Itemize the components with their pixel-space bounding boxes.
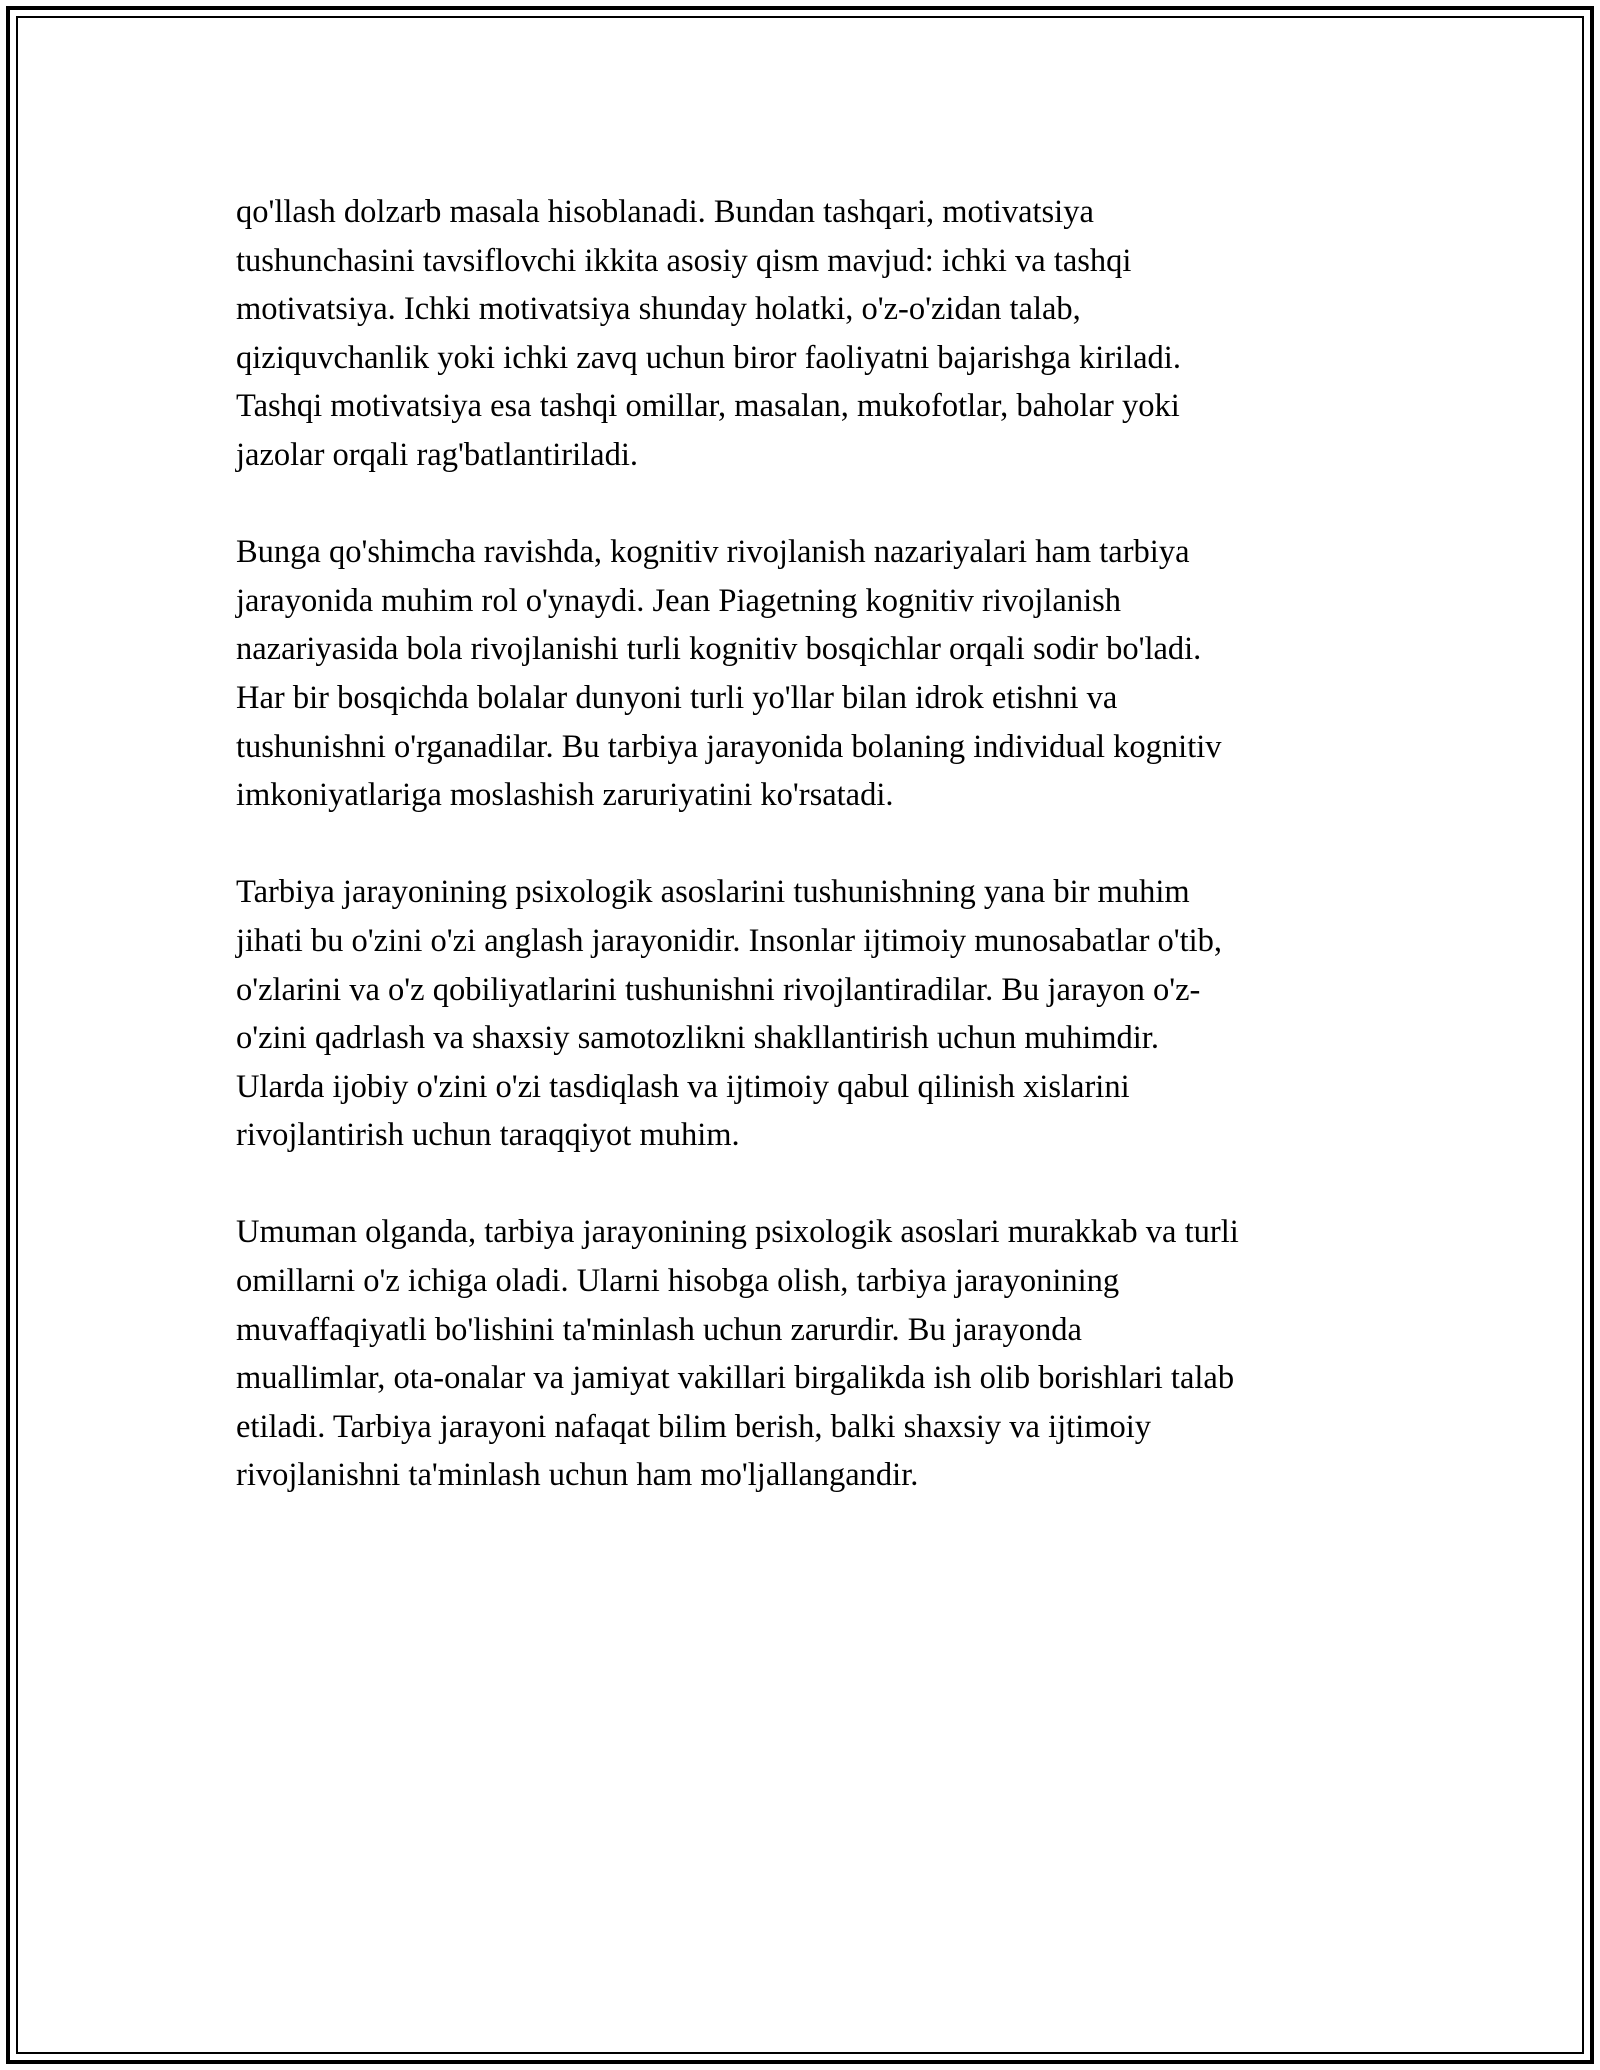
text-line: muallimlar, ota-onalar va jamiyat vakillari birgalikda ish olib borishlari talab <box>236 1360 1235 1397</box>
text-line: imkoniyatlariga moslashish zaruriyatini ko'rsatadi. <box>236 777 894 814</box>
text-line: Tarbiya jarayonining psixologik asoslarini tushunishning yana bir muhim <box>236 874 1190 911</box>
text-line: Bunga qo'shimcha ravishda, kognitiv rivojlanish nazariyalari ham tarbiya <box>236 534 1190 571</box>
text-line: o'zlarini va o'z qobiliyatlarini tushunishni rivojlantiradilar. Bu jarayon o'z- <box>236 971 1201 1008</box>
text-line: motivatsiya. Ichki motivatsiya shunday holatki, o'z-o'zidan talab, <box>236 291 1081 328</box>
text-line: Ularda ijobiy o'zini o'zi tasdiqlash va ijtimoiy qabul qilinish xislarini <box>236 1068 1130 1105</box>
text-line: nazariyasida bola rivojlanishi turli kognitiv bosqichlar orqali sodir bo'ladi. <box>236 631 1202 668</box>
text-line: Umuman olganda, tarbiya jarayonining psixologik asoslari murakkab va turli <box>236 1214 1239 1251</box>
text-line: jihati bu o'zini o'zi anglash jarayonidir. Insonlar ijtimoiy munosabatlar o'tib, <box>236 922 1223 959</box>
text-line: rivojlantirish uchun taraqqiyot muhim. <box>236 1117 740 1154</box>
paragraph-4 <box>236 1208 1376 1500</box>
paragraph-1 <box>236 188 1376 480</box>
paragraph-3 <box>236 868 1376 1160</box>
text-line: etiladi. Tarbiya jarayoni nafaqat bilim berish, balki shaxsiy va ijtimoiy <box>236 1408 1152 1445</box>
text-line: muvaffaqiyatli bo'lishini ta'minlash uchun zarurdir. Bu jarayonda <box>236 1311 1082 1348</box>
text-line: tushunishni o'rganadilar. Bu tarbiya jarayonida bolaning individual kognitiv <box>236 728 1222 765</box>
paragraph-2 <box>236 528 1376 820</box>
text-line: jarayonida muhim rol o'ynaydi. Jean Piagetning kognitiv rivojlanish <box>236 582 1122 619</box>
text-line: rivojlanishni ta'minlash uchun ham mo'ljallangandir. <box>236 1457 919 1494</box>
text-line: Har bir bosqichda bolalar dunyoni turli yo'llar bilan idrok etishni va <box>236 679 1118 716</box>
document-body <box>236 188 1376 1549</box>
text-line: jazolar orqali rag'batlantiriladi. <box>236 436 638 473</box>
text-line: Tashqi motivatsiya esa tashqi omillar, masalan, mukofotlar, baholar yoki <box>236 388 1180 425</box>
text-line: omillarni o'z ichiga oladi. Ularni hisobga olish, tarbiya jarayonining <box>236 1263 1120 1300</box>
text-line: qo'llash dolzarb masala hisoblanadi. Bundan tashqari, motivatsiya <box>236 194 1094 230</box>
text-line: tushunchasini tavsiflovchi ikkita asosiy qism mavjud: ichki va tashqi <box>236 242 1132 279</box>
text-line: o'zini qadrlash va shaxsiy samotozlikni shakllantirish uchun muhimdir. <box>236 1020 1159 1057</box>
text-line: qiziquvchanlik yoki ichki zavq uchun biror faoliyatni bajarishga kiriladi. <box>236 339 1181 376</box>
